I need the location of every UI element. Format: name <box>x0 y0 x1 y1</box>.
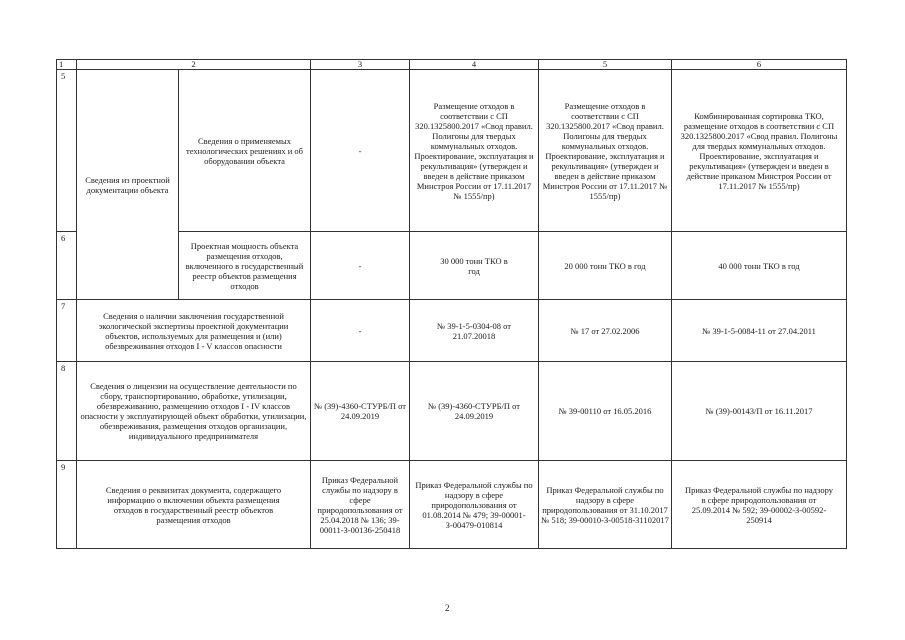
cell: № 39-00110 от 16.05.2016 <box>539 362 672 461</box>
row-label: Сведения о реквизитах документа, содержащего информацию о включении объекта размещения отходов в государственный реестр объектов размещения отходов <box>77 461 311 549</box>
header-cell: 3 <box>311 60 410 70</box>
cell: 30 000 тонн ТКО в год <box>410 232 539 300</box>
row-number: 5 <box>57 70 77 232</box>
table-row <box>57 362 847 461</box>
cell: Приказ Федеральной службы по надзору в сфере природопользования от 25.04.2018 № 136; 39-00011-З-00136-250418 <box>311 461 410 549</box>
row-label: Сведения о применяемых технологических решениях и об оборудовании объекта <box>179 70 311 232</box>
header-cell: 5 <box>539 60 672 70</box>
cell: № (39)-4360-СТУРБ/П от 24.09.2019 <box>410 362 539 461</box>
cell: № 39-1-5-0084-11 от 27.04.2011 <box>672 300 847 362</box>
cell: 20 000 тонн ТКО в год <box>539 232 672 300</box>
group-label: Сведения из проектной документации объекта <box>77 70 179 300</box>
cell: Приказ Федеральной службы по надзору в сфере природопользования от 31.10.2017 № 518; 39-00010-З-00518-31102017 <box>539 461 672 549</box>
header-cell: 2 <box>77 60 311 70</box>
row-number: 8 <box>57 362 77 461</box>
cell: - <box>311 70 410 232</box>
cell: № (39)-00143/П от 16.11.2017 <box>672 362 847 461</box>
header-cell: 6 <box>672 60 847 70</box>
header-cell: 4 <box>410 60 539 70</box>
header-row <box>57 60 847 70</box>
cell: Приказ Федеральной службы по надзору в сфере природопользования от 25.09.2014 № 592; 39-00002-З-00592-250914 <box>672 461 847 549</box>
row-number: 7 <box>57 300 77 362</box>
row-label: Сведения о лицензии на осуществление деятельности по сбору, транспортированию, обработке, утилизации, обезвреживанию, размещению отходов I - IV классов опасности у эксплуатирующей объект обработки, утилизации, обезвреживания, размещения отходов организации, индивидуального предпринимателя <box>77 362 311 461</box>
header-cell: 1 <box>57 60 77 70</box>
cell: Размещение отходов в соответствии с СП 320.1325800.2017 «Свод правил. Полигоны для твердых коммунальных отходов. Проектирование, эксплуатация и рекультивация» (утвержден и введен в действие приказом Минстроя России от 17.11.2017 № 1555/пр) <box>410 70 539 232</box>
cell: № 39-1-5-0304-08 от 21.07.20018 <box>410 300 539 362</box>
row-label: Проектная мощность объекта размещения отходов, включенного в государственный реестр объектов размещения отходов <box>179 232 311 300</box>
cell: Приказ Федеральной службы по надзору в сфере природопользования от 01.08.2014 № 479; 39-00001-З-00479-010814 <box>410 461 539 549</box>
cell: - <box>311 232 410 300</box>
page-number: 2 <box>445 603 450 613</box>
table-row <box>57 300 847 362</box>
cell: - <box>311 300 410 362</box>
cell: Комбинированная сортировка ТКО, размещение отходов в соответствии с СП 320.1325800.2017 «Свод правил. Полигоны для твердых коммунальных отходов. Проектирование, эксплуатация и рекультивация» (утвержден и введен в действие приказом Минстроя России от 17.11.2017 № 1555/пр) <box>672 70 847 232</box>
table-row <box>57 461 847 549</box>
cell: № (39)-4360-СТУРБ/П от 24.09.2019 <box>311 362 410 461</box>
row-number: 6 <box>57 232 77 300</box>
cell: № 17 от 27.02.2006 <box>539 300 672 362</box>
table-row <box>57 70 847 232</box>
cell: Размещение отходов в соответствии с СП 320.1325800.2017 «Свод правил. Полигоны для твердых коммунальных отходов. Проектирование, эксплуатация и рекультивация» (утвержден и введен в действие приказом Минстроя России от 17.11.2017 № 1555/пр) <box>539 70 672 232</box>
row-number: 9 <box>57 461 77 549</box>
registry-table <box>56 59 847 549</box>
cell: 40 000 тонн ТКО в год <box>672 232 847 300</box>
row-label: Сведения о наличии заключения государственной экологической экспертизы проектной документации объектов, используемых для размещения и (или) обезвреживания отходов I - V классов опасности <box>77 300 311 362</box>
